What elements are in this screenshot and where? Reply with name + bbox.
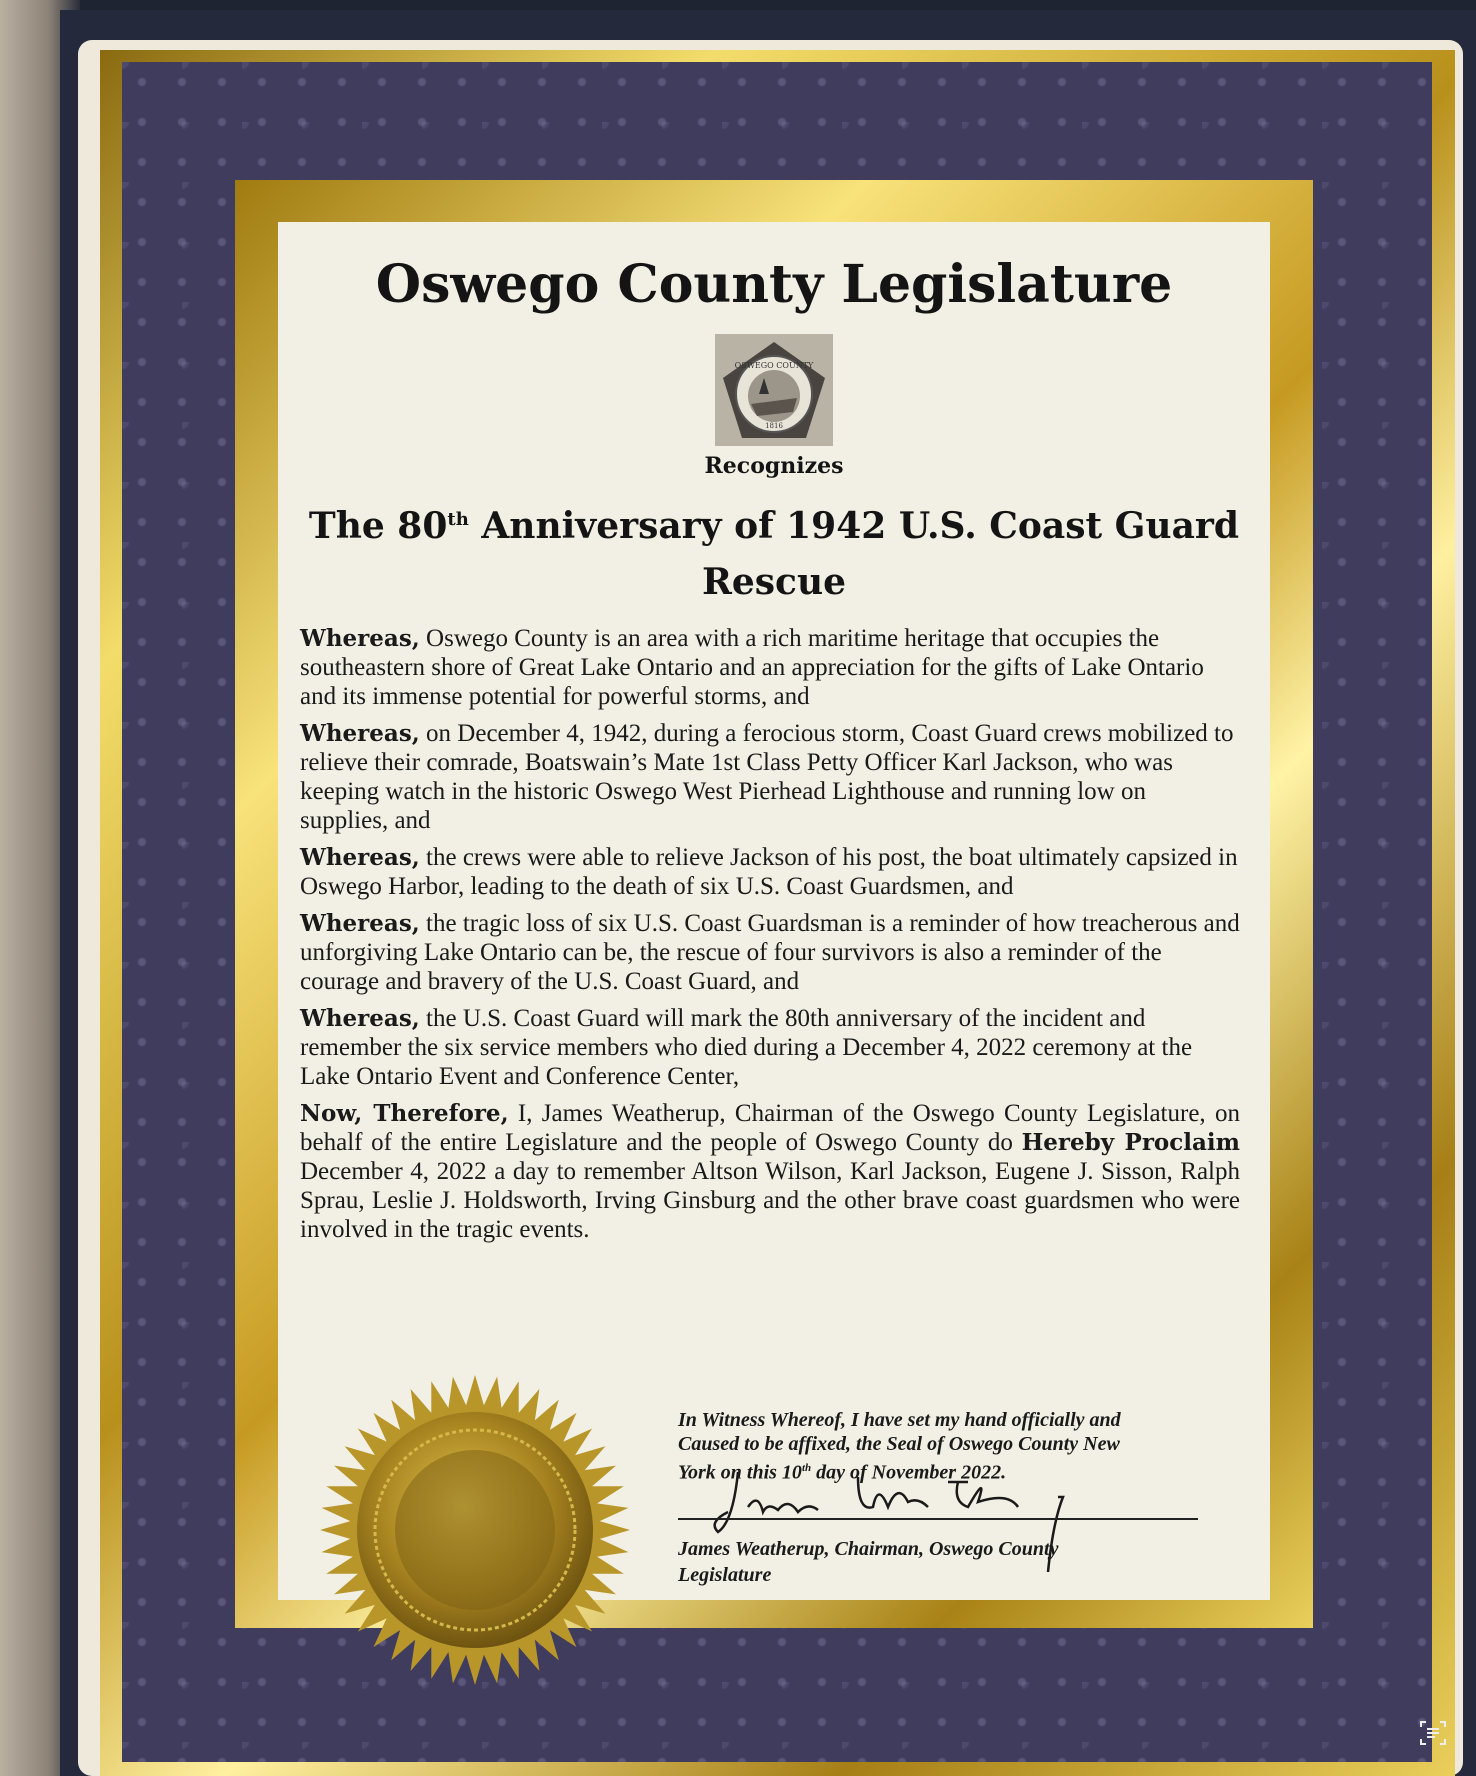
- witness-text: In Witness Whereof, I have set my hand officially and Caused to be affixed, the Seal of Oswego County New York on this 10: [678, 1409, 1121, 1484]
- paragraph-lead: Whereas,: [300, 625, 420, 652]
- paragraph-text: the tragic loss of six U.S. Coast Guardsman is a reminder of how treacherous and unforgiving Lake Ontario can be, the rescue of four survivors is also a reminder of the courage and bravery of the U.S. Coast Guard, and: [300, 910, 1240, 995]
- paragraph-lead: Whereas,: [300, 720, 420, 747]
- whereas-paragraph: [300, 719, 1240, 835]
- county-seal-icon: [719, 338, 829, 442]
- whereas-paragraph: [300, 624, 1240, 711]
- certificate-body: [300, 624, 1240, 1252]
- signer-name: James Weatherup, Chairman, Oswego County Legislature: [678, 1538, 1059, 1586]
- signature-line: [678, 1518, 1198, 1520]
- recognizes-label: Recognizes: [704, 453, 844, 479]
- paragraph-text: on December 4, 1942, during a ferocious storm, Coast Guard crews mobilized to relieve their comrade, Boatswain’s Mate 1st Class Petty Officer Karl Jackson, who was keeping watch in the historic Oswego West Pierhead Lighthouse and running low on supplies, and: [300, 720, 1234, 834]
- certificate-title: Oswego County Legislature: [375, 254, 1173, 315]
- paragraph-lead: Whereas,: [300, 1005, 420, 1032]
- paragraph-lead: Whereas,: [300, 910, 420, 937]
- svg-text:OSWEGO COUNTY: OSWEGO COUNTY: [734, 361, 814, 370]
- whereas-paragraph: [300, 909, 1240, 996]
- whereas-paragraph: [300, 1004, 1240, 1091]
- proclamation-text: I, James Weatherup, Chairman of the Oswego County Legislature, on behalf of the entire Legislature and the people of Oswego County do: [300, 1100, 1240, 1156]
- proclamation-paragraph: [300, 1099, 1240, 1244]
- heading-superscript: th: [447, 509, 469, 530]
- heading-line2: Rescue: [701, 561, 847, 603]
- certificate-heading: [278, 492, 1270, 610]
- county-seal-image: [715, 334, 833, 446]
- proclamation-lead: Now, Therefore,: [300, 1100, 509, 1127]
- heading-suffix: Anniversary of 1942 U.S. Coast Guard: [468, 505, 1240, 547]
- scan-text-icon[interactable]: [1418, 1718, 1448, 1748]
- svg-text:1816: 1816: [765, 422, 783, 430]
- witness-text-end: day of November 2022.: [811, 1461, 1007, 1484]
- paragraph-text: the crews were able to relieve Jackson of his post, the boat ultimately capsized in Oswego Harbor, leading to the death of six U.S. Coast Guardsmen, and: [300, 844, 1238, 900]
- gold-foil-seal-icon: [315, 1370, 635, 1690]
- paragraph-text: the U.S. Coast Guard will mark the 80th anniversary of the incident and remember the six service members who died during a December 4, 2022 ceremony at the Lake Ontario Event and Conference Center,: [300, 1005, 1193, 1090]
- whereas-paragraph: [300, 843, 1240, 901]
- proclaim-lead: Hereby Proclaim: [1021, 1129, 1240, 1156]
- paragraph-text: Oswego County is an area with a rich maritime heritage that occupies the southeastern shore of Great Lake Ontario and an appreciation for the gifts of Lake Ontario and its immense potential for powerful storms, and: [300, 625, 1204, 710]
- heading-prefix: The 80: [308, 505, 448, 547]
- proclaim-text: December 4, 2022 a day to remember Altson Wilson, Karl Jackson, Eugene J. Sisson, Ralph Sprau, Leslie J. Holdsworth, Irving Ginsburg and the other brave coast guardsmen who were involved in the tragic events.: [300, 1158, 1240, 1243]
- paragraph-lead: Whereas,: [300, 844, 420, 871]
- witness-superscript: th: [801, 1462, 812, 1474]
